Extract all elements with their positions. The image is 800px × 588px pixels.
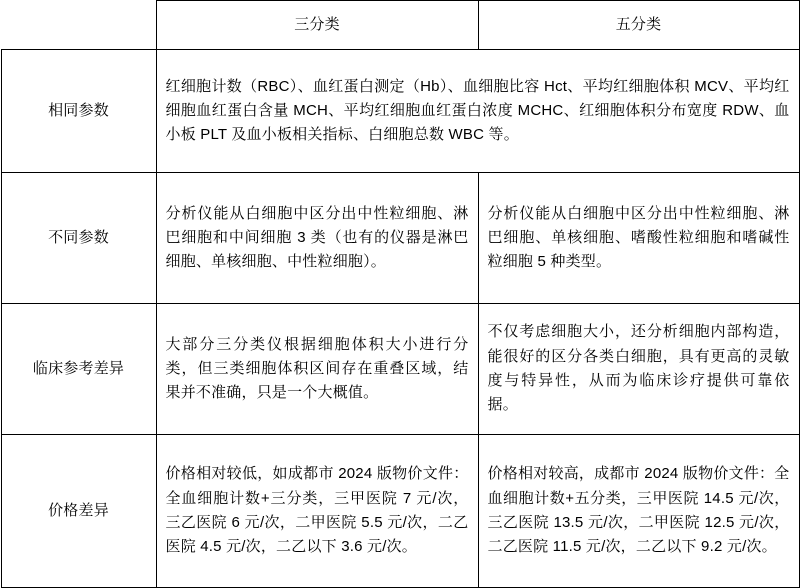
row-label-different-params: 不同参数	[1, 173, 156, 304]
table-header-row	[1, 1, 799, 50]
cell-clinical-three: 大部分三分类仪根据细胞体积大小进行分类，但三类细胞体积区间存在重叠区域，结果并不准确，只是一个大概值。	[156, 304, 478, 435]
row-label-same-params: 相同参数	[1, 50, 156, 173]
table-body	[1, 50, 799, 588]
row-label-clinical-difference: 临床参考差异	[1, 304, 156, 435]
cell-different-params-three: 分析仪能从白细胞中区分出中性粒细胞、淋巴细胞和中间细胞 3 类（也有的仪器是淋巴细胞、单核细胞、中性粒细胞）。	[156, 173, 478, 304]
cell-price-five: 价格相对较高，成都市 2024 版物价文件：全血细胞计数+五分类，三甲医院 14.5 元/次，三乙医院 13.5 元/次，二甲医院 12.5 元/次，二乙医院 11.5 元/次，二乙以下 9.2 元/次。	[478, 435, 799, 588]
header-three-class: 三分类	[156, 1, 478, 50]
header-corner-cell	[1, 1, 156, 50]
comparison-table	[1, 0, 800, 588]
row-label-price-difference: 价格差异	[1, 435, 156, 588]
cell-same-params-shared: 红细胞计数（RBC）、血红蛋白测定（Hb）、血细胞比容 Hct、平均红细胞体积 MCV、平均红细胞血红蛋白含量 MCH、平均红细胞血红蛋白浓度 MCHC、红细胞体积分布宽度 RDW、血小板 PLT 及血小板相关指标、白细胞总数 WBC 等。	[156, 50, 799, 173]
table-header	[1, 1, 799, 50]
cell-clinical-five: 不仅考虑细胞大小，还分析细胞内部构造，能很好的区分各类白细胞，具有更高的灵敏度与特异性，从而为临床诊疗提供可靠依据。	[478, 304, 799, 435]
table-row	[1, 50, 799, 173]
table-row	[1, 304, 799, 435]
cell-different-params-five: 分析仪能从白细胞中区分出中性粒细胞、淋巴细胞、单核细胞、嗜酸性粒细胞和嗜碱性粒细胞 5 种类型。	[478, 173, 799, 304]
table-row	[1, 173, 799, 304]
cell-price-three: 价格相对较低，如成都市 2024 版物价文件：全血细胞计数+三分类，三甲医院 7 元/次，三乙医院 6 元/次，二甲医院 5.5 元/次，二乙医院 4.5 元/次，二乙以下 3.6 元/次。	[156, 435, 478, 588]
header-five-class: 五分类	[478, 1, 799, 50]
table-row	[1, 435, 799, 588]
